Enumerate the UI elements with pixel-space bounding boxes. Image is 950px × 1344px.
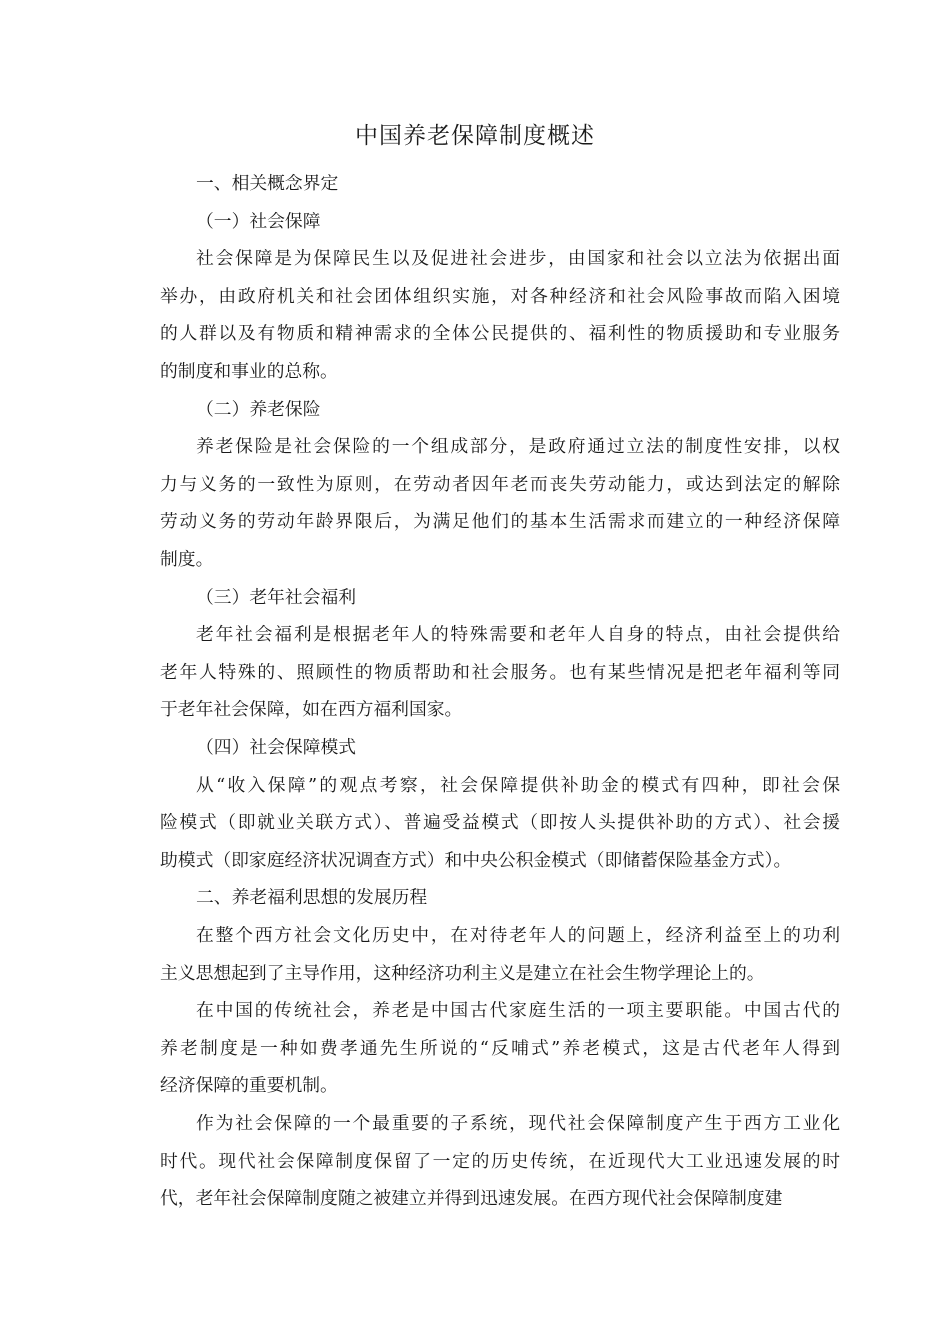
- paragraph-line: 代，老年社会保障制度随之被建立并得到迅速发展。在西方现代社会保障制度建: [160, 1188, 783, 1210]
- section-heading: （四）社会保障模式: [196, 737, 357, 758]
- paragraph-line: 助模式（即家庭经济状况调查方式）和中央公积金模式（即储蓄保险基金方式）。: [160, 849, 792, 871]
- paragraph-line: 作为社会保障的一个最重要的子系统，现代社会保障制度产生于西方工业化: [196, 1113, 840, 1134]
- paragraph-line: 劳动义务的劳动年龄界限后，为满足他们的基本生活需求而建立的一种经济保障: [160, 511, 840, 533]
- paragraph-line: 老年社会福利是根据老年人的特殊需要和老年人自身的特点，由社会提供给: [196, 624, 840, 646]
- paragraph-line: 在中国的传统社会，养老是中国古代家庭生活的一项主要职能。中国古代的: [196, 1000, 840, 1022]
- paragraph-line: 社会保障是为保障民生以及促进社会进步，由国家和社会以立法为依据出面: [196, 248, 840, 270]
- paragraph-line: 的人群以及有物质和精神需求的全体公民提供的、福利性的物质援助和专业服务: [160, 323, 840, 345]
- paragraph-line: 的制度和事业的总称。: [160, 361, 338, 382]
- paragraph-line: 主义思想起到了主导作用，这种经济功利主义是建立在社会生物学理论上的。: [160, 962, 765, 984]
- section-heading: 二、养老福利思想的发展历程: [196, 887, 428, 909]
- section-heading: （一）社会保障: [196, 210, 321, 232]
- paragraph-line: 从“收入保障”的观点考察，社会保障提供补助金的模式有四种，即社会保: [196, 774, 840, 796]
- paragraph-line: 养老制度是一种如费孝通先生所说的“反哺式”养老模式，这是古代老年人得到: [160, 1037, 840, 1059]
- paragraph-line: 制度。: [160, 549, 214, 570]
- section-heading: （二）养老保险: [196, 398, 321, 420]
- document-title: 中国养老保障制度概述: [355, 123, 595, 149]
- paragraph-line: 养老保险是社会保险的一个组成部分，是政府通过立法的制度性安排，以权: [196, 436, 840, 458]
- paragraph-line: 经济保障的重要机制。: [160, 1075, 338, 1097]
- section-heading: 一、相关概念界定: [196, 173, 339, 194]
- paragraph-line: 于老年社会保障，如在西方福利国家。: [160, 699, 463, 721]
- section-heading: （三）老年社会福利: [196, 586, 357, 608]
- paragraph-line: 力与义务的一致性为原则，在劳动者因年老而丧失劳动能力，或达到法定的解除: [160, 473, 840, 495]
- paragraph-line: 举办，由政府机关和社会团体组织实施，对各种经济和社会风险事故而陷入困境: [160, 285, 840, 307]
- paragraph-line: 老年人特殊的、照顾性的物质帮助和社会服务。也有某些情况是把老年福利等同: [160, 661, 840, 683]
- paragraph-line: 时代。现代社会保障制度保留了一定的历史传统，在近现代大工业迅速发展的时: [160, 1150, 840, 1172]
- paragraph-line: 在整个西方社会文化历史中，在对待老年人的问题上，经济利益至上的功利: [196, 925, 840, 946]
- paragraph-line: 险模式（即就业关联方式）、普遍受益模式（即按人头提供补助的方式）、社会援: [160, 812, 840, 834]
